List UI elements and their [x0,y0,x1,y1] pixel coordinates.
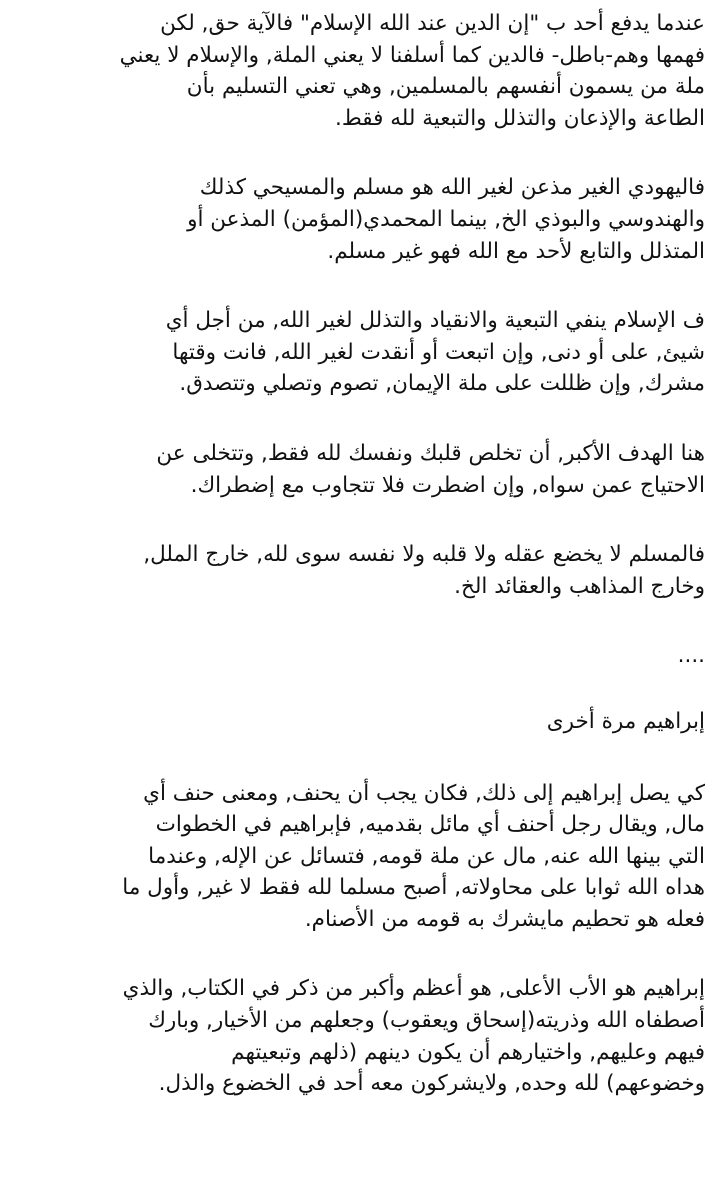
paragraph-1 [10,8,705,134]
text-line: مشرك, وإن ظللت على ملة الإيمان, تصوم وتصلي وتتصدق. [179,371,705,397]
text-line: هداه الله ثوابا على محاولاته, أصبح مسلما لله فقط لا غير, وأول ما [122,875,705,901]
paragraph-6 [10,778,705,936]
text-line: شيئ, على أو دنى, وإن اتبعت أو أنقدت لغير الله, فانت وقتها [172,339,705,365]
text-line: ف الإسلام ينفي التبعية والانقياد والتذلل لغير الله, من أجل أي [165,308,705,334]
text-line: مال, ويقال رجل أحنف أي مائل بقدميه, فإبراهيم في الخطوات [155,812,705,838]
text-line: إبراهيم مرة أخرى [546,708,705,734]
paragraph-3 [10,305,705,400]
section-heading [10,706,705,738]
text-line: فهمها وهم-باطل- فالدين كما أسلفنا لا يعني الملة, والإسلام لا يعني [119,42,705,68]
text-line: فاليهودي الغير مذعن لغير الله هو مسلم والمسيحي كذلك [199,175,705,201]
text-line: الاحتياج عمن سواه, وإن اضطرت فلا تتجاوب مع إضطراك. [190,472,705,498]
text-line: هنا الهدف الأكبر, أن تخلص قلبك ونفسك لله فقط, وتتخلى عن [156,440,705,466]
text-line: أصطفاه الله وذريته(إسحاق ويعقوب) وجعلهم من الأخيار, وبارك [148,1008,705,1034]
ellipsis-separator [10,640,705,672]
text-line: والهندوسي والبوذي الخ, بينما المحمدي(المؤمن) المذعن أو [187,206,705,232]
text-line: وخارج المذاهب والعقائد الخ. [454,573,705,599]
text-line: وخضوعهم) لله وحده, ولايشركون معه أحد في الخضوع والذل. [158,1071,705,1097]
paragraph-2 [10,172,705,267]
text-line: فعله هو تحطيم مايشرك به قومه من الأصنام. [304,906,705,932]
text-line: عندما يدفع أحد ب "إن الدين عند الله الإسلام" فالآية حق, لكن [160,11,705,36]
text-line: إبراهيم هو الأب الأعلى, هو أعظم وأكبر من ذكر في الكتاب, والذي [122,976,705,1002]
paragraph-5 [10,539,705,602]
text-line: .... [677,643,705,669]
text-line: فيهم وعليهم, واختيارهم أن يكون دينهم (ذلهم وتبعيتهم [231,1039,705,1065]
text-line: المتذلل والتابع لأحد مع الله فهو غير مسلم. [327,238,705,264]
paragraph-7 [10,973,705,1099]
text-line: ملة من يسمون أنفسهم بالمسلمين, وهي تعني التسليم بأن [186,74,705,100]
text-line: التي بينها الله عنه, مال عن ملة قومه, فتسائل عن الإله, وعندما [148,843,705,869]
text-line: فالمسلم لا يخضع عقله ولا قلبه ولا نفسه سوى لله, خارج الملل, [143,542,705,568]
text-line: كي يصل إبراهيم إلى ذلك, فكان يجب أن يحنف, ومعنى حنف أي [143,780,705,806]
paragraph-4 [10,438,705,501]
text-line: الطاعة والإذعان والتذلل والتبعية لله فقط. [335,105,705,131]
